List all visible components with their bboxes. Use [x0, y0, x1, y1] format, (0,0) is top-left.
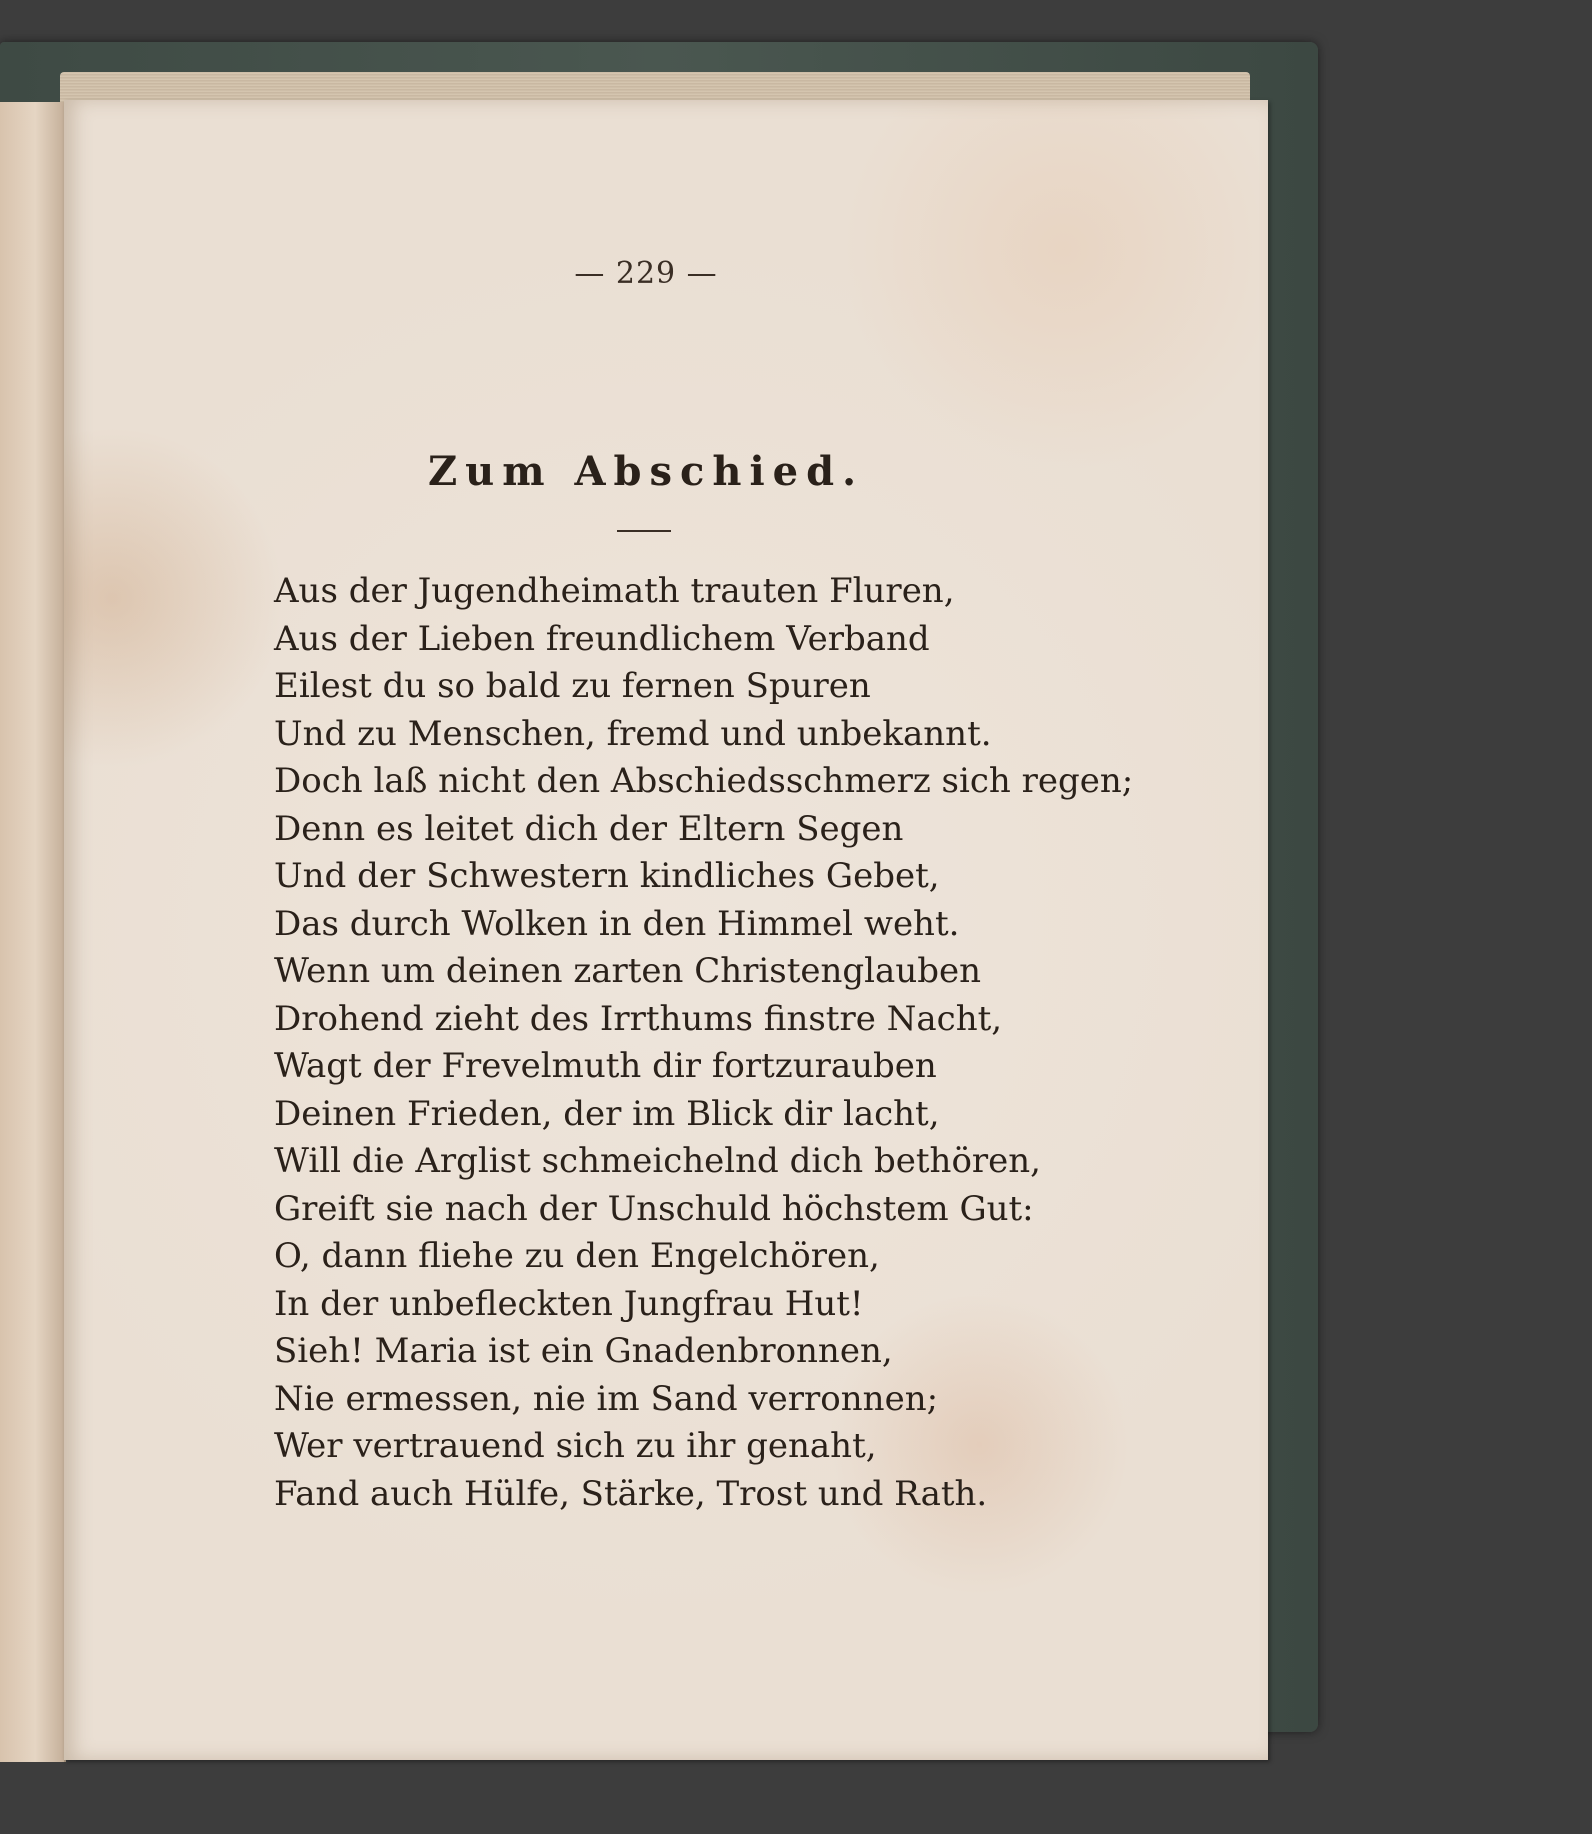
poem-line: Eilest du so bald zu fernen Spuren	[274, 666, 871, 706]
poem-line: Wagt der Frevelmuth dir fortzurauben	[274, 1046, 937, 1086]
poem-title: Zum Abschied.	[427, 448, 865, 495]
poem-line: Nie ermessen, nie im Sand verronnen;	[274, 1378, 939, 1419]
poem-line: Das durch Wolken in den Himmel weht.	[274, 903, 960, 944]
poem-line: O, dann fliehe zu den Engelchören,	[274, 1236, 880, 1276]
poem-line: Denn es leitet dich der Eltern Segen	[274, 808, 904, 849]
poem-line: Aus der Jugendheimath trauten Fluren,	[274, 571, 955, 611]
poem-line: Wer vertrauend sich zu ihr genaht,	[274, 1426, 877, 1466]
page-number: — 229 —	[574, 256, 718, 291]
poem-line: Will die Arglist schmeichelnd dich bethören,	[274, 1141, 1041, 1181]
poem-line: Sieh! Maria ist ein Gnadenbronnen,	[274, 1331, 893, 1371]
poem-line: Fand auch Hülfe, Stärke, Trost und Rath.	[274, 1473, 988, 1514]
left-page	[0, 102, 66, 1762]
poem-line: Wenn um deinen zarten Christenglauben	[274, 951, 982, 991]
poem-line: Doch laß nicht den Abschiedsschmerz sich regen;	[274, 761, 1134, 801]
poem-line: Und zu Menschen, fremd und unbekannt.	[274, 713, 992, 754]
poem-line: Deinen Frieden, der im Blick dir lacht,	[274, 1093, 940, 1134]
poem-line: Aus der Lieben freundlichem Verband	[274, 618, 930, 659]
title-divider	[617, 530, 671, 532]
poem-body	[274, 568, 1133, 1518]
poem-line: Greift sie nach der Unschuld höchstem Gut:	[274, 1188, 1034, 1229]
poem-line: Drohend zieht des Irrthums finstre Nacht,	[274, 998, 1003, 1039]
poem-line: Und der Schwestern kindliches Gebet,	[274, 856, 940, 896]
poem-line: In der unbefleckten Jungfrau Hut!	[274, 1283, 864, 1324]
